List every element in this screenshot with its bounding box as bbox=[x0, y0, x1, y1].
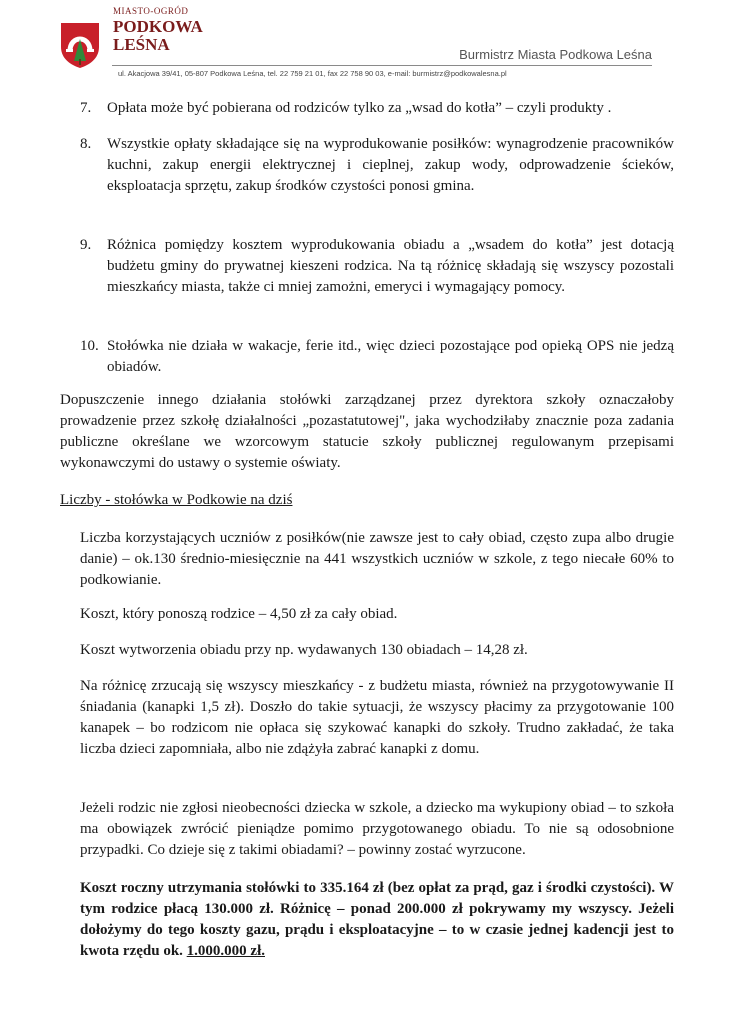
letterhead bbox=[0, 0, 734, 82]
list-item-number: 8. bbox=[80, 136, 92, 152]
address-line: ul. Akacjowa 39/41, 05-807 Podkowa Leśna, tel. 22 759 21 01, fax 22 758 90 03, e-mail: burmistrz@podkowalesna.pl bbox=[118, 69, 507, 78]
letterhead-divider bbox=[112, 65, 652, 66]
list-item-number: 10. bbox=[80, 338, 99, 354]
list-item-text: Stołówka nie działa w wakacje, ferie itd., więc dzieci pozostające pod opieką OPS nie jedzą obiadów. bbox=[107, 338, 674, 375]
section-heading: Liczby - stołówka w Podkowie na dziś bbox=[60, 492, 293, 508]
list-item-text: Różnica pomiędzy kosztem wyprodukowania obiadu a „wsadem do kotła” jest dotacją budżetu gminy do prywatnej kieszeni rodzica. Na tą różnicę składają się wszyscy pozostali mieszkańcy miasta, także ci mniej zamożni, emeryci i wymagający pomocy. bbox=[107, 237, 674, 295]
stat-paragraph-production-cost: Koszt wytworzenia obiadu przy np. wydawanych 130 obiadach – 14,28 zł. bbox=[80, 642, 528, 658]
stat-paragraph-absences: Jeżeli rodzic nie zgłosi nieobecności dziecka w szkole, a dziecko ma wykupiony obiad – to szkoła ma obowiązek zwrócić pieniądze pomimo przygotowanego obiadu. To nie są odosobnione przypadki. Co dzieje się z takimi obiadami? – powinny zostać wyrzucone. bbox=[80, 800, 674, 858]
list-item-text: Wszystkie opłaty składające się na wyprodukowanie posiłków: wynagrodzenie pracowników kuchni, zakup energii elektrycznej i cieplnej, zakup wody, odprowadzenie ścieków, eksploatacja sprzętu, zakup środków czystości ponosi gmina. bbox=[107, 136, 674, 194]
list-item-number: 7. bbox=[80, 100, 92, 116]
stat-paragraph-parent-cost: Koszt, który ponoszą rodzice – 4,50 zł za cały obiad. bbox=[80, 606, 398, 622]
brand-line-2: PODKOWA bbox=[113, 17, 203, 36]
summary-text: Koszt roczny utrzymania stołówki to 335.164 zł (bez opłat za prąd, gaz i środki czystości). W tym rodzice płacą 130.000 zł. Różnicę – ponad 200.000 zł pokrywamy my wszyscy. Jeżeli dołożymy do tego koszty gazu, prądu i eksploatacyjne – to w czasie jednej kadencji jest to kwota rzędu ok. bbox=[80, 880, 674, 959]
main-paragraph: Dopuszczenie innego działania stołówki zarządzanej przez dyrektora szkoły oznaczałoby prowadzenie przez szkołę działalności „pozastatutowej", jaka wychodziłaby znacznie poza zadania publiczne określane we wzorcowym statucie szkoły publicznej regulowanym przepisami wykonawczymi do ustawy o systemie oświaty. bbox=[60, 392, 674, 471]
list-item-number: 9. bbox=[80, 237, 92, 253]
summary-paragraph bbox=[80, 878, 674, 962]
brand-logo-text bbox=[113, 7, 203, 53]
summary-amount: 1.000.000 zł. bbox=[186, 943, 265, 959]
coat-of-arms-icon bbox=[59, 21, 101, 69]
brand-line-1: MIASTO-OGRÓD bbox=[113, 6, 189, 16]
brand-line-3: LEŚNA bbox=[113, 35, 170, 54]
stat-paragraph-participants: Liczba korzystających uczniów z posiłków(nie zawsze jest to cały obiad, często zupa albo drugie danie) – ok.130 średnio-miesięcznie na 441 wszystkich uczniów w szkole, z tego niecałe 60% to podkowianie. bbox=[80, 530, 674, 588]
stat-paragraph-sandwiches: Na różnicę zrzucają się wszyscy mieszkańcy - z budżetu miasta, również na przygotowywanie II śniadania (kanapki 1,5 zł). Doszło do takie sytuacji, że wszyscy płacimy za przygotowanie 100 kanapek – bo rodzicom nie opłaca się szykować kanapki do szkoły. Trudno zakładać, że taka liczba dzieci zapomniała, albo nie zdążyła zabrać kanapki z domu. bbox=[80, 678, 674, 757]
list-item-text: Opłata może być pobierana od rodziców tylko za „wsad do kotła” – czyli produkty . bbox=[107, 100, 612, 116]
office-title: Burmistrz Miasta Podkowa Leśna bbox=[459, 47, 652, 62]
